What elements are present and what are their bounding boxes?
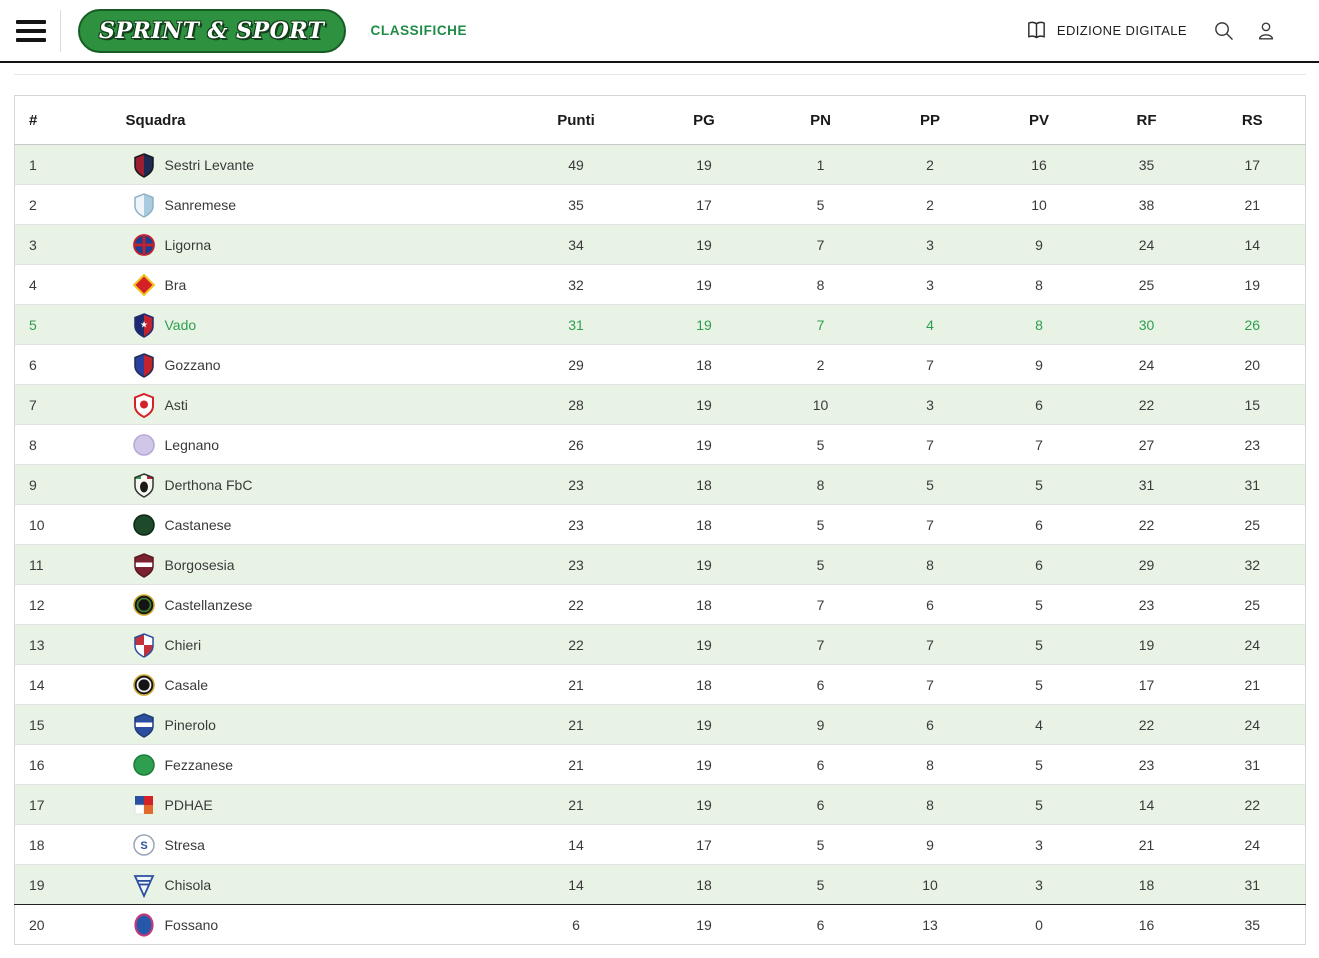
team-cell xyxy=(111,345,510,385)
cell-punti: 6 xyxy=(510,905,643,945)
cell-pn: 6 xyxy=(766,665,876,705)
cell-punti: 32 xyxy=(510,265,643,305)
team-badge-icon xyxy=(132,872,156,898)
team-name-link[interactable]: Derthona FbC xyxy=(164,476,253,493)
team-badge-icon xyxy=(132,472,156,498)
table-row xyxy=(15,705,1306,745)
team-cell xyxy=(111,145,510,185)
cell-pg: 18 xyxy=(643,585,766,625)
table-row xyxy=(15,785,1306,825)
cell-rf: 21 xyxy=(1094,825,1200,865)
team-cell xyxy=(111,465,510,505)
team-cell xyxy=(111,185,510,225)
team-name-link[interactable]: Vado xyxy=(164,316,197,333)
cell-punti: 21 xyxy=(510,745,643,785)
rank-cell: 12 xyxy=(15,585,111,625)
cell-rs: 32 xyxy=(1200,545,1306,585)
cell-pp: 8 xyxy=(876,545,985,585)
topbar-right-group xyxy=(1025,19,1277,42)
cell-rs: 24 xyxy=(1200,825,1306,865)
team-cell xyxy=(111,665,510,705)
cell-pv: 5 xyxy=(985,785,1094,825)
cell-pv: 10 xyxy=(985,185,1094,225)
team-name-link[interactable]: Sestri Levante xyxy=(164,156,254,173)
cell-pv: 5 xyxy=(985,745,1094,785)
team-badge-icon xyxy=(132,632,156,658)
table-row xyxy=(15,225,1306,265)
cell-pn: 1 xyxy=(816,156,825,173)
rank-cell: 2 xyxy=(15,185,111,225)
cell-pg: 19 xyxy=(643,225,766,265)
rank-cell: 11 xyxy=(15,545,111,585)
cell-punti: 28 xyxy=(510,385,643,425)
team-badge-icon xyxy=(132,552,156,578)
cell-pp: 3 xyxy=(876,265,985,305)
table-row xyxy=(15,545,1306,585)
team-cell xyxy=(111,745,510,785)
column-header-punti: Punti xyxy=(510,96,643,145)
cell-rf: 24 xyxy=(1094,345,1200,385)
team-badge-icon xyxy=(132,192,156,218)
cell-rf: 17 xyxy=(1094,665,1200,705)
team-cell xyxy=(111,305,510,345)
rank-cell: 4 xyxy=(15,265,111,305)
cell-rf: 35 xyxy=(1138,156,1155,173)
cell-punti: 14 xyxy=(510,825,643,865)
cell-rs: 31 xyxy=(1200,465,1306,505)
cell-punti: 35 xyxy=(510,185,643,225)
table-row xyxy=(15,505,1306,545)
cell-pg: 19 xyxy=(643,385,766,425)
cell-rs: 26 xyxy=(1200,305,1306,345)
cell-punti: 22 xyxy=(510,585,643,625)
cell-punti: 49 xyxy=(568,156,584,173)
cell-pn: 6 xyxy=(766,905,876,945)
cell-pg: 19 xyxy=(643,905,766,945)
cell-pv: 3 xyxy=(985,865,1094,905)
rank-cell: 5 xyxy=(15,305,111,345)
cell-pv: 5 xyxy=(985,465,1094,505)
table-header-row xyxy=(15,96,1306,145)
cell-rs: 24 xyxy=(1200,625,1306,665)
cell-pp: 4 xyxy=(876,305,985,345)
team-name-link[interactable]: Pinerolo xyxy=(164,716,216,733)
rank-cell: 3 xyxy=(15,225,111,265)
rank-cell: 16 xyxy=(15,745,111,785)
cell-pg: 19 xyxy=(643,545,766,585)
team-name-link[interactable]: Castanese xyxy=(164,516,232,533)
section-title-classifiche[interactable]: CLASSIFICHE xyxy=(370,23,468,38)
team-badge-icon xyxy=(132,152,156,178)
rank-cell: 10 xyxy=(15,505,111,545)
team-cell xyxy=(111,905,510,945)
table-row xyxy=(15,665,1306,705)
cell-rs: 21 xyxy=(1200,185,1306,225)
page-divider-line xyxy=(14,74,1306,75)
cell-rs: 25 xyxy=(1200,585,1306,625)
team-name-link[interactable]: Fezzanese xyxy=(164,756,233,773)
cell-rf: 22 xyxy=(1094,385,1200,425)
cell-pn: 9 xyxy=(766,705,876,745)
table-row xyxy=(15,385,1306,425)
cell-punti: 22 xyxy=(510,625,643,665)
cell-rf: 16 xyxy=(1094,905,1200,945)
menu-icon[interactable] xyxy=(16,20,46,42)
cell-pn: 7 xyxy=(766,625,876,665)
team-cell xyxy=(111,545,510,585)
cell-pv: 8 xyxy=(985,265,1094,305)
team-name-link[interactable]: Ligorna xyxy=(164,236,212,253)
cell-pp: 3 xyxy=(876,385,985,425)
column-header-rf: RF xyxy=(1094,96,1200,145)
rank-cell: 19 xyxy=(15,865,111,905)
standings-table xyxy=(14,95,1306,945)
column-header-pv: PV xyxy=(985,96,1094,145)
cell-pn: 5 xyxy=(766,825,876,865)
user-icon[interactable] xyxy=(1255,20,1277,42)
rank-cell: 8 xyxy=(15,425,111,465)
cell-rf: 38 xyxy=(1094,185,1200,225)
cell-pp: 2 xyxy=(876,185,985,225)
rank-cell: 17 xyxy=(15,785,111,825)
cell-punti: 21 xyxy=(510,665,643,705)
cell-rf: 19 xyxy=(1094,625,1200,665)
cell-rs: 20 xyxy=(1200,345,1306,385)
cell-pn: 6 xyxy=(766,745,876,785)
cell-rf: 14 xyxy=(1094,785,1200,825)
rank-cell: 6 xyxy=(15,345,111,385)
cell-rf: 18 xyxy=(1094,865,1200,905)
team-cell xyxy=(111,585,510,625)
cell-pv: 3 xyxy=(985,825,1094,865)
cell-rs: 22 xyxy=(1200,785,1306,825)
rank-cell: 18 xyxy=(15,825,111,865)
table-row xyxy=(15,745,1306,785)
team-cell xyxy=(111,785,510,825)
cell-pn: 8 xyxy=(766,465,876,505)
cell-pg: 19 xyxy=(643,705,766,745)
team-name-link[interactable]: PDHAE xyxy=(164,796,213,813)
cell-pp: 10 xyxy=(876,865,985,905)
cell-punti: 21 xyxy=(510,705,643,745)
table-row xyxy=(15,145,1306,185)
cell-pn: 7 xyxy=(766,585,876,625)
cell-rs: 19 xyxy=(1200,265,1306,305)
book-icon xyxy=(1025,19,1048,42)
cell-punti: 14 xyxy=(510,865,643,905)
cell-pn: 7 xyxy=(766,225,876,265)
column-header-pos: # xyxy=(15,96,111,145)
team-name-link[interactable]: Borgosesia xyxy=(164,556,235,573)
cell-rf: 30 xyxy=(1094,305,1200,345)
team-badge-icon xyxy=(132,752,156,778)
cell-rs: 31 xyxy=(1200,745,1306,785)
cell-rf: 23 xyxy=(1094,745,1200,785)
cell-punti: 26 xyxy=(510,425,643,465)
cell-pp: 2 xyxy=(926,156,934,173)
team-name-link[interactable]: Fossano xyxy=(164,916,219,933)
team-cell xyxy=(111,705,510,745)
cell-rs: 25 xyxy=(1200,505,1306,545)
cell-punti: 23 xyxy=(510,545,643,585)
team-cell xyxy=(111,265,510,305)
digital-edition-label: EDIZIONE DIGITALE xyxy=(1056,23,1187,38)
cell-pg: 17 xyxy=(643,825,766,865)
cell-pp: 8 xyxy=(876,785,985,825)
column-header-pp: PP xyxy=(876,96,985,145)
cell-pv: 5 xyxy=(985,665,1094,705)
table-row xyxy=(15,345,1306,385)
cell-pp: 8 xyxy=(876,745,985,785)
rank-cell: 9 xyxy=(15,465,111,505)
search-icon[interactable] xyxy=(1213,20,1234,41)
team-badge-icon xyxy=(132,592,156,618)
table-row xyxy=(15,905,1306,945)
cell-rf: 31 xyxy=(1094,465,1200,505)
cell-rf: 29 xyxy=(1094,545,1200,585)
cell-pp: 5 xyxy=(876,465,985,505)
cell-pp: 3 xyxy=(876,225,985,265)
brand-logo-text: SPRINT & SPORT xyxy=(99,17,325,44)
rank-cell: 13 xyxy=(15,625,111,665)
svg-text:★: ★ xyxy=(139,319,148,329)
team-name-link[interactable]: Casale xyxy=(164,676,209,693)
cell-rf: 25 xyxy=(1094,265,1200,305)
team-cell xyxy=(111,865,510,905)
column-header-pn: PN xyxy=(766,96,876,145)
table-row xyxy=(15,185,1306,225)
cell-rs: 17 xyxy=(1244,156,1261,173)
team-cell xyxy=(111,505,510,545)
cell-pg: 19 xyxy=(643,265,766,305)
standings-body xyxy=(15,145,1306,945)
cell-pg: 19 xyxy=(643,425,766,465)
cell-rf: 22 xyxy=(1094,505,1200,545)
cell-pp: 6 xyxy=(876,585,985,625)
cell-pn: 2 xyxy=(766,345,876,385)
rank-cell: 1 xyxy=(29,156,37,173)
cell-pn: 5 xyxy=(766,185,876,225)
cell-pv: 6 xyxy=(985,545,1094,585)
cell-pn: 7 xyxy=(766,305,876,345)
cell-pg: 19 xyxy=(643,745,766,785)
cell-pn: 5 xyxy=(766,505,876,545)
cell-pg: 17 xyxy=(643,185,766,225)
team-badge-icon xyxy=(132,672,156,698)
cell-pp: 7 xyxy=(876,345,985,385)
cell-pn: 5 xyxy=(766,425,876,465)
cell-punti: 21 xyxy=(510,785,643,825)
cell-pv: 9 xyxy=(985,225,1094,265)
team-cell xyxy=(111,425,510,465)
team-badge-icon xyxy=(132,832,156,858)
table-row xyxy=(15,465,1306,505)
team-name-link[interactable]: Gozzano xyxy=(164,356,221,373)
column-header-pg: PG xyxy=(643,96,766,145)
cell-pg: 19 xyxy=(643,785,766,825)
team-name-link[interactable]: Castellanzese xyxy=(164,596,253,613)
cell-pg: 19 xyxy=(643,625,766,665)
cell-pn: 5 xyxy=(766,545,876,585)
rank-cell: 14 xyxy=(15,665,111,705)
table-row xyxy=(15,585,1306,625)
team-badge-icon xyxy=(132,712,156,738)
table-row xyxy=(15,865,1306,905)
table-row xyxy=(15,825,1306,865)
team-name-link[interactable]: Chisola xyxy=(164,876,212,893)
cell-punti: 31 xyxy=(510,305,643,345)
cell-pv: 9 xyxy=(985,345,1094,385)
cell-pv: 6 xyxy=(985,505,1094,545)
table-row xyxy=(15,265,1306,305)
standings-section xyxy=(14,95,1306,945)
cell-pv: 7 xyxy=(985,425,1094,465)
cell-rs: 15 xyxy=(1200,385,1306,425)
column-header-squadra: Squadra xyxy=(111,96,510,145)
team-name-link[interactable]: Asti xyxy=(164,396,188,413)
team-badge-icon xyxy=(132,272,156,298)
table-row xyxy=(15,305,1306,345)
team-badge-icon xyxy=(132,512,156,538)
brand-logo[interactable] xyxy=(78,9,346,53)
cell-pn: 8 xyxy=(766,265,876,305)
cell-pv: 6 xyxy=(985,385,1094,425)
cell-punti: 23 xyxy=(510,505,643,545)
cell-rs: 35 xyxy=(1200,905,1306,945)
team-cell xyxy=(111,385,510,425)
cell-pp: 7 xyxy=(876,625,985,665)
cell-pg: 18 xyxy=(643,865,766,905)
cell-pg: 18 xyxy=(643,465,766,505)
cell-rs: 31 xyxy=(1200,865,1306,905)
cell-pv: 5 xyxy=(985,625,1094,665)
cell-pg: 18 xyxy=(643,665,766,705)
cell-rs: 24 xyxy=(1200,705,1306,745)
cell-pv: 8 xyxy=(985,305,1094,345)
cell-punti: 29 xyxy=(510,345,643,385)
cell-rs: 21 xyxy=(1200,665,1306,705)
rank-cell: 15 xyxy=(15,705,111,745)
digital-edition-link[interactable] xyxy=(1025,19,1187,42)
cell-pn: 10 xyxy=(766,385,876,425)
cell-pp: 7 xyxy=(876,505,985,545)
top-navigation xyxy=(0,0,1319,63)
cell-rf: 22 xyxy=(1094,705,1200,745)
cell-pv: 0 xyxy=(985,905,1094,945)
rank-cell: 20 xyxy=(15,905,111,945)
cell-rf: 24 xyxy=(1094,225,1200,265)
cell-pp: 6 xyxy=(876,705,985,745)
team-badge-icon xyxy=(132,232,156,258)
cell-pp: 7 xyxy=(876,425,985,465)
team-badge-icon xyxy=(132,432,156,458)
column-header-rs: RS xyxy=(1200,96,1306,145)
cell-pp: 7 xyxy=(876,665,985,705)
svg-text:S: S xyxy=(139,839,148,852)
team-badge-icon xyxy=(132,912,156,938)
cell-punti: 34 xyxy=(510,225,643,265)
team-badge-icon xyxy=(132,392,156,418)
rank-cell: 7 xyxy=(15,385,111,425)
cell-rs: 14 xyxy=(1200,225,1306,265)
table-row xyxy=(15,625,1306,665)
cell-rs: 23 xyxy=(1200,425,1306,465)
cell-pg: 18 xyxy=(643,505,766,545)
team-name-link[interactable]: Legnano xyxy=(164,436,220,453)
team-cell xyxy=(111,225,510,265)
cell-pv: 5 xyxy=(985,585,1094,625)
cell-pg: 19 xyxy=(643,305,766,345)
team-cell xyxy=(111,825,510,865)
team-badge-icon xyxy=(132,312,156,338)
cell-pv: 4 xyxy=(985,705,1094,745)
table-row xyxy=(15,425,1306,465)
cell-pg: 18 xyxy=(643,345,766,385)
team-badge-icon xyxy=(132,792,156,818)
cell-rf: 27 xyxy=(1094,425,1200,465)
cell-pp: 9 xyxy=(876,825,985,865)
header-divider xyxy=(60,10,61,52)
team-cell xyxy=(111,625,510,665)
team-name-link[interactable]: Chieri xyxy=(164,636,202,653)
team-name-link[interactable]: Stresa xyxy=(164,836,205,853)
cell-punti: 23 xyxy=(510,465,643,505)
cell-pp: 13 xyxy=(876,905,985,945)
cell-pn: 6 xyxy=(766,785,876,825)
cell-pg: 19 xyxy=(696,156,712,173)
cell-pn: 5 xyxy=(766,865,876,905)
team-badge-icon xyxy=(132,352,156,378)
cell-rf: 23 xyxy=(1094,585,1200,625)
cell-pv: 16 xyxy=(1031,156,1047,173)
team-name-link[interactable]: Sanremese xyxy=(164,196,237,213)
team-name-link[interactable]: Bra xyxy=(164,276,187,293)
